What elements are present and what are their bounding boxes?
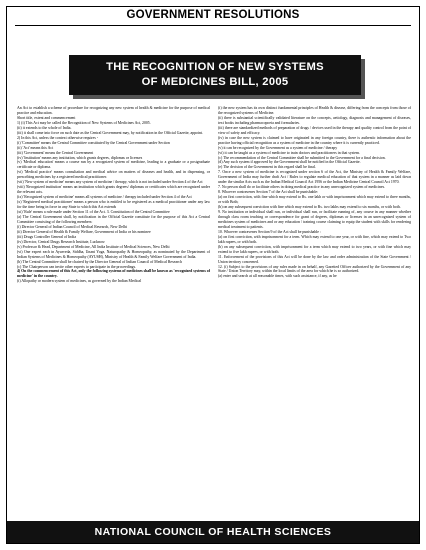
paragraph: 2) In this Act, unless the context otherwise requires -: [17, 135, 99, 140]
paragraph: (v) Professor & Head, Department of Medicine, All India Institute of Medical Sciences, New Delhi: [17, 244, 170, 249]
paragraph: (iv) Director, Central Drugs Research Institute, Lucknow: [17, 239, 105, 244]
paragraph: (v) it can be recognized by the Government as a system of medicine / therapy: [218, 145, 338, 150]
paragraph: (iii) there are standardized methods of preparation of drugs / devices used in the therapy and quality control from the point of view of safety and efficacy.: [218, 125, 411, 135]
paragraph: (i) Director General of Indian Council of Medical Research, New Delhi: [17, 224, 128, 229]
footer-banner: NATIONAL COUNCIL OF HEALTH SCIENCES: [7, 521, 419, 543]
paragraph: 1) (i) This Act may be called the Recognition of New Systems of Medicines Act, 2005.: [17, 120, 151, 125]
paragraph: (a) on first conviction, with imprisonment for a term. Which may extend to one year, or with fine, which may extend to Two lakh rupees, or with both.: [218, 234, 411, 244]
paragraph: (iv) in case the new system is claimed to have originated in any foreign country, there is authentic information about the practice having official recognition as a system of medicine in the country where it is currently practiced.: [218, 135, 411, 145]
paragraph: (vi) One expert each in Ayurveda, Siddha, Unani Yoga, Naturopathy & Homeopathy, as nominated by the Department of Indian Systems of Medicines & Homeopathy (AYUSH), Ministry of Health & Family Welfare Government of India.: [17, 249, 210, 259]
paragraph: (ii) there is substantial scientifically validated literature on the concepts, aetiology, diagnosis and management of diseases, text books including pharmacopoeia and formularies.: [218, 115, 411, 125]
paragraph: (i) 'Committee' means the Central Committee constituted by the Central Government under Section: [17, 140, 170, 145]
paragraph: (vi) it can be taught as a system of medicine to train doctors and practitioners in that system.: [218, 150, 360, 155]
paragraph: (v) 'Medical education' means a course run by a recognized system of medicine, leading to a graduate or a postgraduate certificate or diploma.: [17, 160, 210, 170]
paragraph: (iii) it shall come into force on such date as the Central Government may, by notification in the Official Gazette, appoint.: [17, 130, 203, 135]
title-line-2: OF MEDICINES BILL, 2005: [141, 76, 289, 88]
paragraph: (iii) Drugs Controller General of India: [17, 234, 77, 239]
paragraph: (vi) 'Medical practice' means consultation and medical advice on matters of diseases and health, and in dispensing, or prescribing medicines by a registered medical practitioner.: [17, 170, 210, 180]
paragraph: 12. (i) Subject to the provisions of any rules made in on behalf, any Gazetted Officer authorized by the Government of any State / Union Territory may, within the local limits of the area for which he is so authorized.: [218, 264, 411, 274]
paragraph: (iv) 'Institution' means any institution, which grants degrees, diplomas or licenses: [17, 155, 143, 160]
paragraph: (xi) 'Rule' means a rule made under Section 11 of the Act. 3. Constitution of the Central Committee: [17, 210, 170, 215]
paragraph: Short title, extent and commencement: [17, 115, 76, 120]
paragraph: (b) on any subsequent conviction, with imprisonment for a term which may extend to two years, or with fine which may extend to five lakh rupees, or with both.: [218, 244, 411, 254]
right-column: [218, 106, 411, 523]
header-divider: [15, 25, 411, 26]
left-column: [17, 106, 210, 523]
paragraph: (i) Allopathy or modern system of medicines, as governed by the Indian Medical: [17, 279, 142, 284]
paragraph: (b) on any subsequent conviction with fine which may extend to Rs. two lakhs may extend to six months, or with both.: [218, 205, 401, 210]
section-header: GOVERNMENT RESOLUTIONS: [126, 9, 300, 21]
paragraph: (vii) 'New system of medicine' means any system of medicine / therapy, which is not included under Section 4 of the Act: [17, 180, 203, 185]
paragraph: An Act to establish a scheme of procedure for recognizing any new system of health & medicine for the purpose of medical practice and education.: [17, 106, 210, 115]
paragraph: (a) The Central Government shall, by notification in the Official Gazette constitute for the purpose of this Act a Central Committee consisting of the following members:: [17, 214, 210, 224]
title-line-1: THE RECOGNITION OF NEW SYSTEMS: [106, 61, 324, 73]
paragraph: (d) Any such system if approved by the Government shall be notified in the Official Gazette.: [218, 160, 361, 165]
paragraph: 10. Whoever contravenes Section 9 of the Act shall be punishable :: [218, 229, 322, 234]
paragraph: (c) The recommendation of the Central Committee shall be submitted to the Government for a final decision.: [218, 155, 386, 160]
paragraph: 7. No person shall do or facilitate others in doing medical practice in any unrecognized system of medicines.: [218, 185, 386, 190]
paragraph: (a) on first conviction, with fine which may extend to Rs. one lakh or with imprisonment which may extend to three months, or with Both;: [218, 195, 411, 205]
paragraph: (x) 'Registered medical practitioner' means a person who is entitled to be registered as a medical practitioner under any law for the time being in force in any State to which this Act extends: [17, 200, 210, 210]
paragraph: (viii) 'Recognized institution' means an institution which grants degrees/ diplomas or certificates which are recognized under the relevant acts.: [17, 185, 210, 195]
title-banner: [69, 55, 361, 95]
paragraph: (i) the new system has its own distinct fundamental principles of Health & disease, differing from the concepts from those of the recognized systems of Medicine.: [218, 106, 411, 115]
paragraph: (c) The Chairperson can invite other experts to participate in the proceedings.: [17, 264, 137, 269]
paragraph: 8. Whoever contravenes Section 7 of the Act shall be punishable:: [218, 190, 319, 195]
body-columns: [17, 106, 411, 523]
document-page: [6, 6, 420, 544]
paragraph: 11. Enforcement of the provisions of this Act will be done by the law and order administration of the State Government / Union territory concerned.: [218, 254, 411, 264]
paragraph: (a) enter and search at all reasonable times, with such assistance, if any, as he: [218, 274, 337, 279]
paragraph: (iii) 'Government' means the Central Government: [17, 150, 94, 155]
paragraph: (ii) Director General of Health & Family Welfare, Government of India or his nominee: [17, 229, 151, 234]
paragraph: (ii) it extends to the whole of India.: [17, 125, 72, 130]
paragraph: (b) The Central Committee shall be chaired by the Director General of Indian Council of Medical Research: [17, 259, 182, 264]
paragraph: (ix) 'Recognized system of medicine' means all systems of medicine / therapy included under Section 4 of the Act: [17, 195, 192, 200]
paragraph: (ii) 'Act' means this Act: [17, 145, 54, 150]
paragraph: (e) The decision of the Government in this regard shall be final.: [218, 165, 316, 170]
paragraph: 7. Once a new system of medicine is recognized under section 6 of the Act, the Ministry of Health & Family Welfare, Government of India may further draft Act / Rules to regulate medical education of that system in a manner as laid down under the similar Acts such as the Indian Medical Council Act 1956 or the Indian Medicine Central Council Act 1970.: [218, 170, 411, 185]
paragraph: 4) On the commencement of this Act, only the following systems of medicines shall be known as 'recognized systems of medicine' in the country.: [17, 269, 210, 279]
paragraph: 9. No institution or individual shall run, or individual shall run, or facilitate running of, any course in any manner whether through class room teaching or correspondence for grant of degrees, diplomas or licenses in an unrecognized system of medicines system of medicines and or any education / training course claiming to equip the student with skills for rendering medical treatment to patients.: [218, 210, 411, 229]
